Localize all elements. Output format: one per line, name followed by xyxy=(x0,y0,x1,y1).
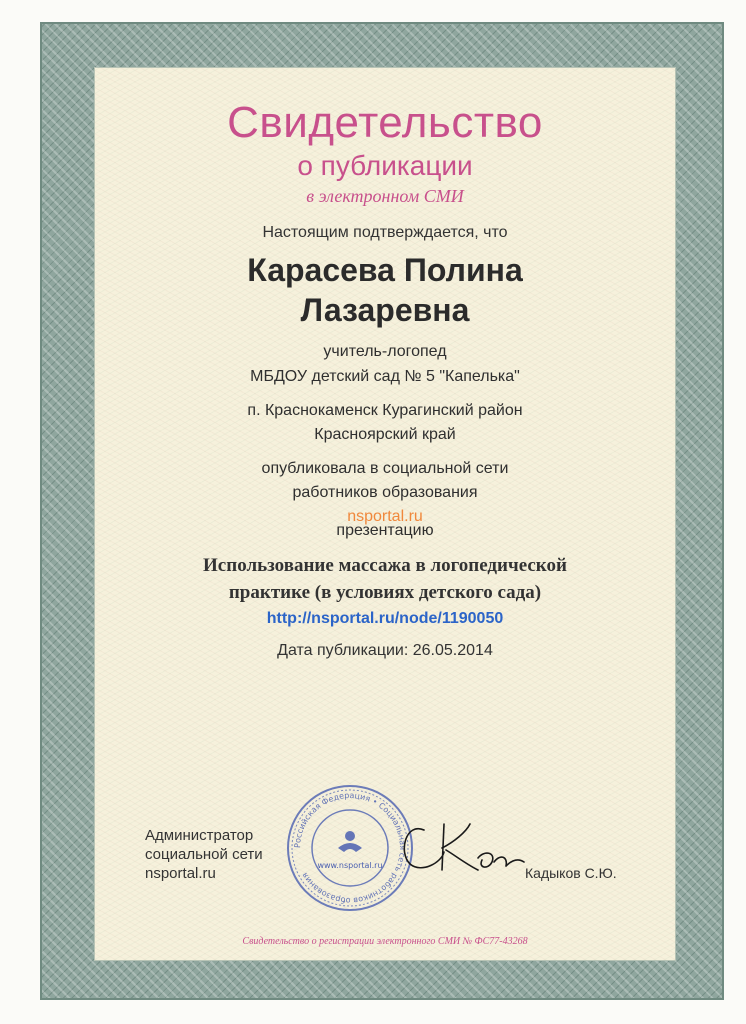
admin-block xyxy=(145,826,263,883)
stamp-center-text: www.nsportal.ru xyxy=(317,861,383,870)
work-type: презентацию xyxy=(336,522,434,539)
site-name: nsportal.ru xyxy=(347,508,423,525)
published-line2: работников образования xyxy=(292,484,478,501)
admin-line2: социальной сети xyxy=(145,846,263,863)
certificate-title: Свидетельство xyxy=(227,98,543,147)
signature xyxy=(396,812,526,882)
signer-name: Кадыков С.Ю. xyxy=(525,865,617,881)
confirm-text: Настоящим подтверждается, что xyxy=(262,224,508,241)
location-line2: Красноярский край xyxy=(314,426,456,443)
recipient-name-line2: Лазаревна xyxy=(300,292,470,328)
admin-line1: Администратор xyxy=(145,827,254,844)
recipient-name-line1: Карасева Полина xyxy=(247,252,523,288)
work-title-line1: Использование массажа в логопедической xyxy=(203,555,567,576)
published-line1: опубликовала в социальной сети xyxy=(261,460,509,477)
certificate-subtitle: о публикации xyxy=(297,150,473,181)
publication-link[interactable]: http://nsportal.ru/node/1190050 xyxy=(266,610,504,627)
location-line1: п. Краснокаменск Курагинский район xyxy=(247,402,523,419)
work-title-line2: практике (в условиях детского сада) xyxy=(228,582,542,603)
publication-date: Дата публикации: 26.05.2014 xyxy=(277,642,493,659)
registration-note: Свидетельство о регистрации электронного СМИ № ФС77-43268 xyxy=(242,936,528,947)
stamp-ring-text: Российская Федерация • Социальная сеть работников образования xyxy=(292,790,408,906)
recipient-position: учитель-логопед xyxy=(323,343,447,360)
stamp-logo-icon xyxy=(338,831,362,852)
recipient-institution: МБДОУ детский сад № 5 "Капелька" xyxy=(250,368,520,385)
admin-line3: nsportal.ru xyxy=(145,865,216,882)
certificate-subtitle-italic: в электронном СМИ xyxy=(306,186,464,206)
